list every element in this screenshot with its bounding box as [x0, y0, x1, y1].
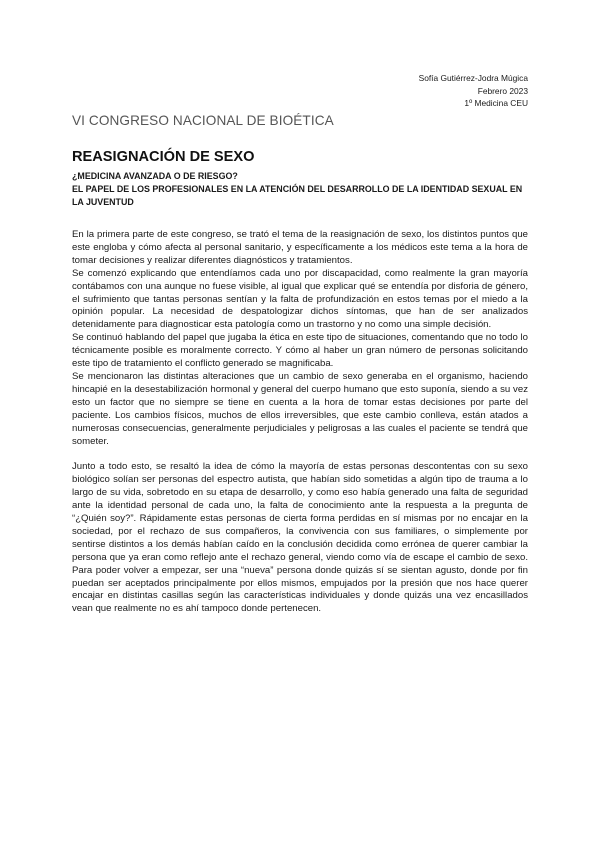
paragraph-1: En la primera parte de este congreso, se trató el tema de la reasignación de sexo, los distintos puntos que este engloba y cómo afecta al personal sanitario, y específicamente a los médicos este tema a la hora de tomar decisiones y realizar diferentes diagnósticos y tratamientos. [72, 229, 528, 266]
congress-heading: VI CONGRESO NACIONAL DE BIOÉTICA [72, 113, 334, 128]
subtitle-question: ¿MEDICINA AVANZADA O DE RIESGO? [72, 171, 238, 181]
author-block [419, 72, 528, 110]
body-text [72, 229, 528, 616]
paragraph-5: Junto a todo esto, se resaltó la idea de cómo la mayoría de estas personas descontentas con su sexo biológico solían ser personas del espectro autista, que habían sido sometidas a algún tipo de trauma a lo largo de su vida, sobretodo en su etapa de desarrollo, y como eso había generado una falta de seguridad ante la identidad personal de cada uno, la falta de conocimiento ante la respuesta a la pregunta de “¿Quién soy?”. Rápidamente estas personas de cierta forma perdidas en sí mismas por no encajar en la sociedad, por el rechazo de sus compañeros, la convivencia con sus familiares, o simplemente por sentirse distintos a los demás habían caído en la conclusión decidida como errónea de querer cambiar la persona que ya eran como reflejo ante el rechazo general, viendo como vía de escape el cambio de sexo. Para poder volver a empezar, ser una “nueva” persona donde quizás sí se sientan agusto, donde por fin puedan ser aceptados principalmente por ellos mismos, empujados por la presión que nos hace querer encajar en distintas casillas según las características individuales y donde quizás una vez encasillados vean que realmente no es ahí tampoco donde pertenecen. [72, 461, 528, 615]
paragraph-4: Se mencionaron las distintas alteraciones que un cambio de sexo generaba en el organismo, haciendo hincapié en la desestabilización hormonal y general del cuerpo humano que esto suponía, siendo a su vez esto un factor que no siempre se tiene en cuenta a la hora de tomar estas decisiones por parte del paciente. Los cambios físicos, muchos de ellos irreversibles, que este cambio conlleva, están atados a numerosas consecuencias, generalmente perjudiciales y peligrosas a las cuales el paciente se tendrá que someter. [72, 370, 528, 447]
paragraph-2: Se comenzó explicando que entendíamos cada uno por discapacidad, como realmente la gran mayoría contábamos con una aunque no fuese visible, al igual que explicar qué se entendía por disforia de género, el sufrimiento que tantas personas sentían y la falta de profundización en estos temas por el miedo a la opinión popular. La necesidad de despatologizar dichos síntomas, que han de ser analizados detenidamente para diagnosticar esta patología como un trastorno y no como una simple decisión. [72, 267, 528, 331]
subtitles [72, 170, 532, 210]
paragraph-3: Se continuó hablando del papel que jugaba la ética en este tipo de situaciones, comentando que no todo lo técnicamente posible es moralmente correcto. Y cómo al haber un gran número de personas solicitando este tipo de tratamiento el conflicto generado se magnificaba. [72, 332, 528, 370]
document-date: Febrero 2023 [477, 85, 528, 96]
document-title: REASIGNACIÓN DE SEXO [72, 149, 255, 165]
author-name: Sofía Gutiérrez-Jodra Múgica [418, 73, 528, 83]
subtitle-topic: EL PAPEL DE LOS PROFESIONALES EN LA ATENCIÓN DEL DESARROLLO DE LA IDENTIDAD SEXUAL EN LA JUVENTUD [72, 184, 523, 208]
author-affiliation: 1º Medicina CEU [464, 98, 528, 108]
